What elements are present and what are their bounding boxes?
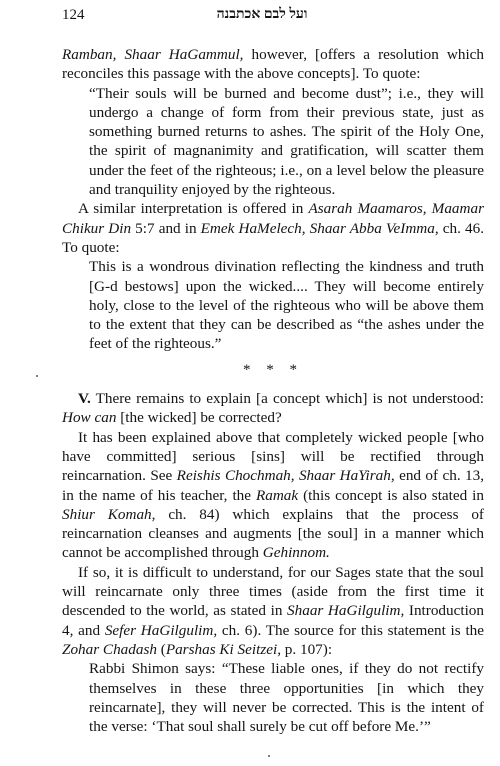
citation-shaar-hagilgulim: Shaar HaGilgulim, xyxy=(287,602,405,620)
paragraph-text: If so, it is difficult to understand, for our Sages state that the soul will reincarnate only three times (aside from the first time it descended to the world, as stated in xyxy=(62,563,484,620)
quote-text: This is a wondrous divination reflecting the kindness and truth [G-d bestows] upon the wicked.... They will become entirely holy, close to the level of the righteous who will be above them to the extent that they can be described as “the ashes under the feet of the righteous.” xyxy=(89,258,484,353)
paragraph-text: A similar interpretation is offered in xyxy=(78,200,309,218)
citation-zohar-chadash: Zohar Chadash xyxy=(62,640,157,658)
paragraph-text: 5:7 and in xyxy=(131,219,201,237)
block-quote-zohar xyxy=(89,659,484,736)
paragraph-text: p. 107): xyxy=(281,640,333,658)
running-title: ועל לבם אכתבנה xyxy=(216,7,308,22)
paragraph-text: ch. 84) which explains that the process of reincarnation cleanses and augments [the soul] in a manner which cannot be accomplished through xyxy=(62,505,484,562)
block-quote-emek-hamelech xyxy=(89,257,484,353)
page-body xyxy=(62,45,484,736)
citation-parshas-ki-seitzei: Parshas Ki Seitzei, xyxy=(165,640,281,658)
block-quote-ramban xyxy=(89,84,484,200)
citation-ramban: Ramban, Shaar HaGammul, xyxy=(62,46,244,63)
citation-ramak: Ramak xyxy=(255,486,299,504)
section-separator: * * * xyxy=(243,361,303,378)
paragraph-text: It has been explained above that completely wicked people [who have committed] serious [sins] will be rectified through reincarnation. See xyxy=(62,428,484,485)
paragraph-text: ch. 6). The source for this statement is the xyxy=(217,621,484,639)
paragraph-text: end of ch. 13, in the name of his teacher, the xyxy=(62,467,485,504)
paragraph-text: There remains to explain [a concept which] is not understood: xyxy=(90,390,484,408)
page-header xyxy=(62,7,462,27)
citation-sefer-hagilgulim: Sefer HaGilgulim, xyxy=(104,621,218,639)
scan-speck xyxy=(268,755,270,757)
paragraph-text: ch. 46. To quote: xyxy=(62,219,484,256)
quote-text: “Their souls will be burned and become dust”; i.e., they will undergo a change of form from their previous state, just as something burned returns to ashes. The spirit of the Holy One, the spirit of magnanimity and gratification, will scatter them under the feet of the righteous; i.e., on a level below the pleasure and tranquility enjoyed by the righteous. xyxy=(89,84,484,199)
paragraph-text: Introduction 4, and xyxy=(62,602,484,639)
citation-emek-hamelech: Emek HaMelech, Shaar Abba VeImma, xyxy=(200,219,439,237)
paragraph-text: [the wicked] be corrected? xyxy=(116,409,282,427)
paragraph-reincarnation xyxy=(62,428,484,563)
section-number: V. xyxy=(78,390,91,408)
page-number: 124 xyxy=(62,7,85,23)
paragraph-text: however, [offers a resolution which reconciles this passage with the above concepts]. To quote: xyxy=(62,46,485,83)
citation-gehinnom: Gehinnom. xyxy=(262,544,330,562)
paragraph-ramban xyxy=(62,45,484,84)
citation-reishis-chochmah: Reishis Chochmah, Shaar HaYirah, xyxy=(176,467,395,485)
citation-shiur-komah: Shiur Komah, xyxy=(62,505,156,523)
citation-asarah-maamaros: Asarah Maamaros, Maamar Chikur Din xyxy=(62,200,484,237)
quote-text: Rabbi Shimon says: “These liable ones, if they do not rectify themselves in these three opportunities [in which they reincarnate], they will never be corrected. This is the intent of the verse: ‘That soul shall surely be cut off before Me.’” xyxy=(89,660,484,736)
scan-speck xyxy=(36,375,38,377)
paragraph-text: ( xyxy=(156,640,166,658)
paragraph-text: (this concept is also stated in xyxy=(298,486,484,504)
paragraph-section-v xyxy=(62,389,484,428)
paragraph-similar-interpretation xyxy=(62,199,484,257)
paragraph-three-times xyxy=(62,563,484,659)
emphasis-how-can: How can xyxy=(62,409,117,427)
